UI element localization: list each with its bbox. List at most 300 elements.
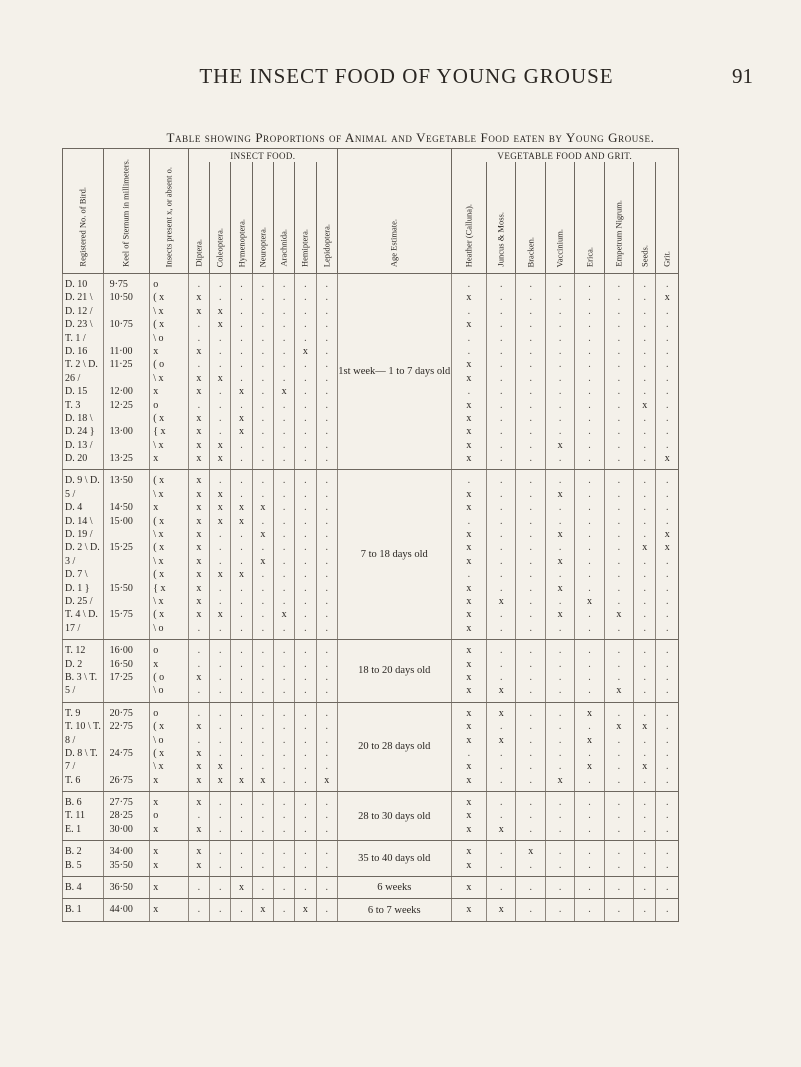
insect-col-cell [210, 274, 231, 470]
table-cell: . [665, 859, 669, 871]
table-cell: . [500, 761, 503, 773]
table-cell: . [588, 609, 591, 621]
table-cell: . [282, 319, 286, 331]
table-cell: . [218, 595, 222, 607]
table-cell: x [196, 761, 202, 773]
table-cell: . [643, 810, 647, 822]
table-cell: . [558, 515, 562, 527]
table-cell: . [529, 399, 532, 411]
table-cell: . [617, 359, 621, 371]
table-cell: . [558, 671, 562, 683]
veg-col-cell [516, 841, 545, 877]
table-cell: \ o [153, 685, 164, 697]
table-cell: 35·50 [109, 859, 133, 871]
table-cell: . [218, 475, 222, 487]
table-cell: . [218, 359, 222, 371]
table-cell: . [588, 412, 591, 424]
table-cell: T. 12 [65, 645, 86, 657]
table-cell: . [282, 846, 286, 858]
veg-col-cell [634, 640, 656, 703]
age-estimate: 35 to 40 days old [358, 853, 431, 865]
table-cell: . [588, 882, 591, 894]
insect-col-cell [188, 274, 209, 470]
table-cell: x [196, 823, 202, 835]
table-cell: . [500, 671, 503, 683]
table-cell: . [643, 439, 647, 451]
table-cell: . [617, 595, 621, 607]
table-cell: . [558, 332, 562, 344]
insects-cell [150, 841, 189, 877]
table-cell: . [558, 721, 562, 733]
table-cell: . [617, 515, 621, 527]
veg-col-cell [604, 792, 633, 841]
table-cell: . [588, 426, 591, 438]
insect-col-cell [188, 702, 209, 791]
insect-col-cell [210, 702, 231, 791]
insect-col-cell [316, 702, 337, 791]
table-row-group [63, 702, 679, 791]
table-cell: T. 10 \ T. 8 / [65, 721, 101, 746]
table-cell: . [261, 426, 265, 438]
veg-col-cell [604, 702, 633, 791]
col-age-estimate: Age Estimate. [337, 149, 451, 274]
table-cell: x [466, 529, 472, 541]
table-cell: T. 9 [65, 707, 81, 719]
insect-col-cell [273, 702, 294, 791]
table-cell: . [500, 774, 503, 786]
table-cell: . [500, 332, 503, 344]
table-cell: x [466, 761, 472, 773]
table-cell: . [282, 622, 286, 634]
table-cell: . [304, 399, 307, 411]
table-cell: . [558, 426, 562, 438]
table-cell: . [304, 595, 307, 607]
table-cell: . [325, 292, 328, 304]
table-cell: . [500, 721, 503, 733]
table-cell: ( x [153, 747, 165, 759]
col-veg-4: Erica. [575, 162, 604, 273]
table-cell: . [261, 747, 265, 759]
insect-col-cell [273, 274, 294, 470]
table-cell: . [282, 488, 286, 500]
table-cell: . [218, 747, 222, 759]
table-cell: . [261, 305, 265, 317]
table-cell: . [325, 904, 328, 916]
table-cell: . [588, 359, 591, 371]
table-cell: . [218, 542, 222, 554]
table-cell: . [500, 439, 503, 451]
table-cell: x [153, 502, 159, 514]
table-cell: ( x [153, 292, 165, 304]
table-cell: . [304, 386, 307, 398]
insect-col-cell [252, 899, 273, 921]
table-cell: x [153, 658, 159, 670]
table-cell: x [324, 774, 330, 786]
table-cell: . [665, 810, 669, 822]
table-cell: . [325, 721, 328, 733]
table-cell: 22·75 [109, 721, 133, 733]
table-cell: \ x [153, 529, 164, 541]
insects-cell [150, 792, 189, 841]
table-cell: . [529, 332, 532, 344]
table-cell: \ x [153, 305, 164, 317]
table-cell: x [664, 542, 670, 554]
table-cell: x [664, 453, 670, 465]
table-cell: . [529, 542, 532, 554]
table-cell: . [558, 859, 562, 871]
table-cell: . [325, 439, 328, 451]
table-cell: B. 3 \ T. 5 / [65, 671, 98, 697]
table-cell: . [529, 671, 532, 683]
insect-col-cell [295, 841, 316, 877]
table-cell: ( x [153, 609, 165, 621]
table-cell: . [261, 595, 265, 607]
table-cell: . [665, 475, 669, 487]
table-cell: . [617, 292, 621, 304]
table-cell: . [643, 515, 647, 527]
table-cell: x [466, 292, 472, 304]
table-cell: . [665, 797, 669, 809]
table-cell: . [282, 595, 286, 607]
table-cell: . [665, 488, 669, 500]
table-cell: . [529, 372, 532, 384]
table-cell: . [588, 658, 591, 670]
table-cell: x [196, 372, 202, 384]
table-cell: . [261, 439, 265, 451]
veg-col-cell [656, 792, 679, 841]
age-estimate-cell [337, 470, 451, 640]
table-cell: . [617, 645, 621, 657]
table-cell: . [218, 797, 222, 809]
insect-col-cell [295, 792, 316, 841]
table-cell: . [240, 658, 243, 670]
table-cell: . [617, 399, 621, 411]
table-cell: x [196, 671, 202, 683]
bird-id-cell [63, 274, 104, 470]
insects-cell [150, 470, 189, 640]
table-cell: . [325, 279, 328, 290]
table-cell: . [665, 823, 669, 835]
table-cell: . [529, 761, 532, 773]
table-cell: x [217, 453, 223, 465]
table-cell: . [304, 671, 307, 683]
table-cell: . [197, 645, 201, 657]
table-cell: . [643, 823, 647, 835]
table-cell: . [529, 645, 532, 657]
table-cell: . [665, 386, 669, 398]
table-cell [110, 305, 150, 318]
table-cell: . [325, 671, 328, 683]
table-cell: . [529, 555, 532, 567]
table-cell: . [304, 823, 307, 835]
table-cell: . [643, 707, 647, 719]
insect-col-cell [210, 899, 231, 921]
insect-col-cell [252, 792, 273, 841]
table-cell: . [282, 439, 286, 451]
table-cell: . [282, 305, 286, 317]
insect-col-cell [210, 470, 231, 640]
table-cell: 14·50 [109, 502, 133, 514]
table-cell: . [325, 412, 328, 424]
table-cell: . [325, 734, 328, 746]
table-cell: D. 15 [65, 386, 88, 398]
table-cell: o [153, 279, 159, 290]
age-estimate: 6 to 7 weeks [367, 904, 421, 916]
insect-col-cell [295, 899, 316, 921]
table-cell: x [196, 345, 202, 357]
table-cell: . [643, 582, 647, 594]
insect-col-cell [252, 640, 273, 703]
keel-cell [103, 470, 150, 640]
table-cell: . [529, 502, 532, 514]
table-cell: x [587, 734, 592, 746]
table-cell: x [466, 671, 472, 683]
table-cell: . [325, 810, 328, 822]
table-cell: . [558, 542, 562, 554]
table-cell: x [466, 359, 472, 371]
table-cell: . [558, 904, 562, 916]
table-cell: . [643, 359, 647, 371]
table-cell: . [643, 426, 647, 438]
table-cell: x [196, 582, 202, 594]
table-cell: . [529, 319, 532, 331]
insect-col-cell [188, 640, 209, 703]
insect-col-cell [295, 877, 316, 899]
table-cell: x [466, 823, 472, 835]
table-cell: . [529, 359, 532, 371]
table-cell: . [588, 372, 591, 384]
table-cell: . [304, 609, 307, 621]
table-cell: . [325, 372, 328, 384]
table-cell: . [529, 279, 532, 290]
table-cell: . [558, 734, 562, 746]
table-cell: x [260, 904, 266, 916]
table-cell: D. 20 [65, 453, 88, 465]
table-cell: . [240, 439, 243, 451]
table-cell: x [153, 453, 159, 465]
table-cell: . [240, 747, 243, 759]
table-cell: 11·00 [109, 345, 133, 357]
veg-col-cell [634, 877, 656, 899]
table-cell: . [665, 439, 669, 451]
table-cell: . [500, 502, 503, 514]
veg-col-cell [487, 640, 516, 703]
table-cell: . [500, 475, 503, 487]
table-cell: . [282, 882, 286, 894]
bird-id-cell [63, 702, 104, 791]
table-cell: . [500, 846, 503, 858]
table-cell: . [558, 386, 562, 398]
veg-col-cell [575, 640, 604, 703]
table-cell: x [642, 542, 648, 554]
table-cell: x [196, 529, 202, 541]
col-keel: Keel of Sternum in millimeters. [103, 149, 150, 274]
veg-col-cell [487, 899, 516, 921]
table-cell: x [217, 609, 223, 621]
table-cell: . [261, 859, 265, 871]
table-cell: . [304, 542, 307, 554]
table-cell: . [197, 658, 201, 670]
table-cell: . [304, 555, 307, 567]
table-cell: x [260, 774, 266, 786]
table-cell: . [261, 319, 265, 331]
insect-col-cell [273, 899, 294, 921]
table-cell: . [261, 292, 265, 304]
table-cell: x [466, 774, 472, 786]
table-cell: . [500, 359, 503, 371]
table-cell: . [500, 810, 503, 822]
table-cell: x [217, 761, 223, 773]
table-cell: . [261, 823, 265, 835]
table-cell: . [558, 279, 562, 290]
table-cell: D. 1 } [65, 582, 90, 594]
table-cell: . [325, 345, 328, 357]
veg-col-cell [487, 841, 516, 877]
veg-col-cell [575, 841, 604, 877]
table-cell: . [304, 658, 307, 670]
table-cell: . [261, 846, 265, 858]
veg-col-cell [451, 274, 487, 470]
table-cell: . [218, 823, 222, 835]
table-cell: x [498, 595, 504, 607]
table-cell: . [240, 609, 243, 621]
veg-col-cell [451, 470, 487, 640]
table-cell: . [218, 292, 222, 304]
table-cell: . [665, 774, 669, 786]
table-cell: . [665, 846, 669, 858]
veg-col-cell [487, 792, 516, 841]
table-cell: . [588, 292, 591, 304]
veg-col-cell [604, 899, 633, 921]
insect-col-cell [252, 702, 273, 791]
table-cell: . [197, 622, 201, 634]
table-cell: . [529, 475, 532, 487]
table-cell: . [467, 332, 471, 344]
table-cell: . [325, 747, 328, 759]
table-cell: . [588, 475, 591, 487]
table-cell: x [466, 372, 472, 384]
veg-col-cell [604, 841, 633, 877]
table-cell: . [558, 399, 562, 411]
age-estimate: 1st week— 1 to 7 days old [338, 366, 451, 378]
table-cell: . [617, 386, 621, 398]
table-cell: . [665, 412, 669, 424]
insect-col-cell [210, 841, 231, 877]
table-cell: x [153, 882, 159, 894]
table-cell: . [529, 609, 532, 621]
veg-col-cell [604, 877, 633, 899]
table-cell: . [282, 412, 286, 424]
table-cell: x [557, 582, 563, 594]
table-cell: . [529, 658, 532, 670]
table-cell: . [500, 542, 503, 554]
table-cell: x [466, 399, 472, 411]
table-cell [110, 734, 150, 747]
table-cell: . [325, 426, 328, 438]
table-cell: . [261, 475, 265, 487]
insect-col-cell [273, 640, 294, 703]
table-cell: . [325, 882, 328, 894]
table-cell [110, 488, 150, 501]
table-cell: . [617, 569, 621, 581]
table-cell: x [466, 810, 472, 822]
table-cell: . [304, 859, 307, 871]
table-cell: . [304, 882, 307, 894]
table-cell [110, 760, 150, 773]
table-cell: x [466, 645, 472, 657]
table-cell: . [617, 475, 621, 487]
table-cell: 13·50 [109, 475, 133, 487]
table-cell: . [558, 882, 562, 894]
table-cell: . [304, 439, 307, 451]
table-cell: x [217, 569, 223, 581]
table-cell: . [643, 685, 647, 697]
table-cell: . [304, 359, 307, 371]
table-cell: . [304, 279, 307, 290]
table-cell: . [529, 734, 532, 746]
table-cell: . [218, 345, 222, 357]
table-cell: . [588, 671, 591, 683]
veg-col-cell [575, 470, 604, 640]
table-cell: . [500, 386, 503, 398]
table-cell: . [665, 882, 669, 894]
veg-col-cell [516, 274, 545, 470]
table-cell: . [304, 810, 307, 822]
table-cell: . [304, 582, 307, 594]
table-cell: . [500, 555, 503, 567]
table-cell: x [466, 595, 472, 607]
table-cell: . [261, 372, 265, 384]
table-cell: . [665, 734, 669, 746]
table-cell: T. 11 [65, 810, 85, 822]
table-cell: . [665, 761, 669, 773]
table-cell: . [558, 372, 562, 384]
table-cell: . [304, 797, 307, 809]
table-cell: ( x [153, 542, 165, 554]
table-cell: . [665, 502, 669, 514]
table-cell: T. 4 \ D. 17 / [65, 609, 98, 634]
table-cell: . [240, 372, 243, 384]
table-cell: . [282, 582, 286, 594]
table-cell: . [325, 359, 328, 371]
table-cell: . [617, 658, 621, 670]
veg-col-cell [516, 792, 545, 841]
age-estimate: 7 to 18 days old [360, 549, 428, 561]
table-cell: x [557, 439, 563, 451]
table-cell: . [665, 319, 669, 331]
table-cell: . [467, 279, 471, 290]
table-cell: x [664, 292, 670, 304]
table-cell: . [282, 475, 286, 487]
table-cell: ( o [153, 359, 165, 371]
table-cell: . [261, 671, 265, 683]
insect-col-cell [210, 640, 231, 703]
table-cell: x [196, 453, 202, 465]
table-cell: x [196, 569, 202, 581]
table-cell: x [557, 609, 563, 621]
table-cell: x [557, 555, 563, 567]
insect-col-cell [231, 792, 252, 841]
table-cell: . [240, 810, 243, 822]
table-cell: . [617, 734, 621, 746]
table-cell: . [467, 475, 471, 487]
insects-cell [150, 877, 189, 899]
table-cell: x [196, 292, 202, 304]
table-cell: T. 3 [65, 399, 81, 411]
col-insect-4: Arachnida. [273, 162, 294, 273]
table-cell: . [240, 904, 243, 916]
table-cell: 30·00 [109, 823, 133, 835]
